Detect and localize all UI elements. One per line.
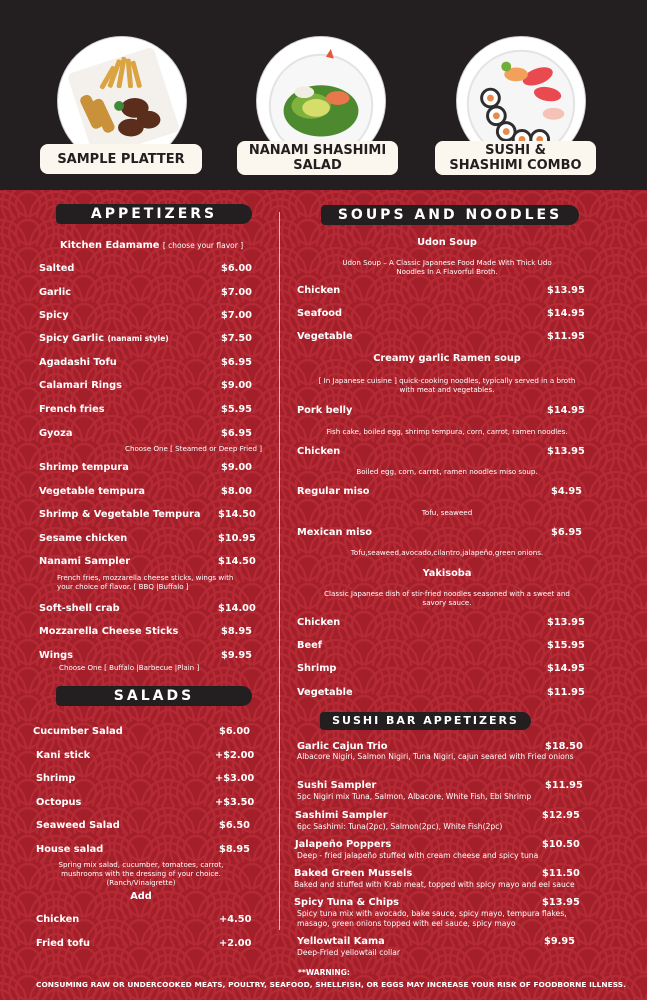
- menu-item-desc: Deep - fried jalapeño stuffed with cream cheese and spicy tuna: [297, 851, 539, 860]
- menu-item-price: $14.95: [547, 663, 585, 674]
- menu-item-price: $11.95: [547, 331, 585, 342]
- featured-dishes-banner: [0, 0, 647, 190]
- menu-item-name: Shrimp: [36, 773, 76, 784]
- menu-item-price: $11.95: [545, 780, 583, 791]
- menu-item-name: Nanami Sampler: [39, 556, 131, 567]
- menu-item-price: $6.95: [221, 428, 252, 439]
- menu-item-name: Chicken: [297, 285, 341, 296]
- warning-text: CONSUMING RAW OR UNDERCOOKED MEATS, POULTRY, SEAFOOD, SHELLFISH, OR EGGS MAY INCREASE YOUR RISK OF FOODBORNE ILLNESS.: [36, 980, 627, 989]
- menu-item-name: Salted: [39, 263, 75, 274]
- menu-item-price: +$3.50: [215, 797, 255, 808]
- menu-item-price: $10.50: [542, 839, 580, 850]
- add-on-price: +2.00: [219, 938, 252, 949]
- menu-item-name-main: Spicy Garlic: [39, 333, 105, 344]
- menu-item-name: Gyoza: [39, 428, 73, 439]
- menu-item-price: $9.95: [544, 936, 575, 947]
- featured-item-sample-platter: [40, 144, 202, 174]
- menu-item-price: $7.50: [221, 333, 252, 344]
- udon-heading: Udon Soup: [417, 237, 477, 248]
- menu-item-price: $7.00: [221, 287, 252, 298]
- menu-item-name: Shrimp & Vegetable Tempura: [39, 509, 201, 520]
- menu-item-price: $6.95: [551, 527, 582, 538]
- menu-item-name: Chicken: [297, 446, 341, 457]
- menu-item-name: Kani stick: [36, 750, 91, 761]
- udon-desc: Noodles In A Flavorful Broth.: [396, 267, 498, 276]
- menu-item-price: +$2.00: [215, 750, 255, 761]
- menu-item-desc: 5pc Nigiri mix Tuna, Salmon, Albacore, White Fish, Ebi Shrimp: [297, 792, 532, 801]
- menu-item-price: $13.95: [547, 446, 585, 457]
- menu-item-name: Agadashi Tofu: [39, 357, 117, 368]
- sushi-bar-header: SUSHI BAR APPETIZERS: [320, 712, 531, 730]
- warning-label: **WARNING:: [298, 968, 350, 977]
- menu-item-price: $8.95: [221, 626, 252, 637]
- menu-item-name: Octopus: [36, 797, 82, 808]
- menu-item-desc: Spring mix salad, cucumber, tomatoes, carrot,: [58, 860, 224, 869]
- menu-item-price: $6.50: [219, 820, 250, 831]
- menu-item-name: Chicken: [297, 617, 341, 628]
- menu-item-name: Wings: [39, 650, 73, 661]
- menu-item-desc: Tofu, seaweed: [421, 508, 473, 517]
- menu-item-price: $7.00: [221, 310, 252, 321]
- edamame-heading: [60, 240, 243, 252]
- menu-item-name: Yellowtail Kama: [297, 936, 385, 947]
- add-on-name: Fried tofu: [36, 938, 90, 949]
- add-on-price: +4.50: [219, 914, 252, 925]
- menu-item-price: $4.95: [551, 486, 582, 497]
- menu-item-name: [39, 333, 169, 345]
- add-on-name: Chicken: [36, 914, 80, 925]
- menu-item-desc: Fish cake, boiled egg, shrimp tempura, corn, carrot, ramen noodles.: [326, 427, 568, 436]
- menu-item-price: $8.00: [221, 486, 252, 497]
- add-ons-heading: Add: [130, 891, 152, 902]
- menu-item-price: $8.95: [219, 844, 250, 855]
- menu-item-price: $6.00: [221, 263, 252, 274]
- menu-item-price: $6.95: [221, 357, 252, 368]
- featured-name-line2: SHASHIMI COMBO: [449, 158, 582, 173]
- menu-item-price: $14.50: [218, 556, 256, 567]
- menu-item-name: French fries: [39, 404, 105, 415]
- menu-item-desc: (Ranch/Vinaigrette): [106, 878, 176, 887]
- menu-item-name: Mozzarella Cheese Sticks: [39, 626, 179, 637]
- salads-header: SALADS: [56, 686, 252, 706]
- menu-item-name: Vegetable tempura: [39, 486, 146, 497]
- menu-item-desc: masago, green onions topped with eel sauce, spicy mayo: [297, 919, 516, 928]
- menu-item-price: $12.95: [542, 810, 580, 821]
- menu-item-price: $9.00: [221, 380, 252, 391]
- menu-item-name: Sesame chicken: [39, 533, 128, 544]
- menu-item-name: Soft-shell crab: [39, 603, 120, 614]
- edamame-title: Kitchen Edamame: [60, 240, 160, 251]
- menu-item-name: Seafood: [297, 308, 343, 319]
- featured-name-line1: SUSHI &: [485, 143, 546, 158]
- menu-item-desc: your choice of flavor. [ BBQ |Buffalo ]: [57, 582, 189, 591]
- featured-name-line2: SALAD: [293, 158, 342, 173]
- menu-item-desc: Deep-Fried yellowtail collar: [297, 948, 401, 957]
- menu-item-price: $14.95: [547, 405, 585, 416]
- menu-item-price: $13.95: [547, 617, 585, 628]
- menu-item-desc: Albacore Nigiri, Salmon Nigiri, Tuna Nigiri, cajun seared with Fried onions: [297, 752, 574, 761]
- menu-item-name: Beef: [297, 640, 323, 651]
- column-divider: [279, 212, 280, 930]
- ramen-desc: with meat and vegetables.: [399, 385, 495, 394]
- menu-item-name: Vegetable: [297, 687, 353, 698]
- menu-item-price: $10.95: [218, 533, 256, 544]
- appetizers-header: APPETIZERS: [56, 204, 252, 224]
- menu-item-desc: Tofu,seaweed,avocado,cilantro,jalapeño,green onions.: [350, 548, 544, 557]
- menu-item-desc: Baked and stuffed with Krab meat, topped with spicy mayo and eel sauce: [294, 880, 575, 889]
- menu-item-desc: Spicy tuna mix with avocado, bake sauce, spicy mayo, tempura flakes,: [297, 909, 567, 918]
- menu-item-name: Shrimp: [297, 663, 337, 674]
- edamame-note: [ choose your flavor ]: [162, 241, 244, 250]
- featured-name: SAMPLE PLATTER: [57, 151, 185, 167]
- featured-item-nanami-salad: [237, 141, 398, 175]
- menu-item-desc: French fries, mozzarella cheese sticks, wings with: [57, 573, 234, 582]
- menu-item-name: Seaweed Salad: [36, 820, 120, 831]
- menu-item-name: Sushi Sampler: [297, 780, 377, 791]
- menu-item-price: $13.95: [547, 285, 585, 296]
- menu-item-name: Vegetable: [297, 331, 353, 342]
- menu-item-price: $6.00: [219, 726, 250, 737]
- menu-item-desc: Boiled egg, corn, carrot, ramen noodles miso soup.: [356, 467, 538, 476]
- menu-item-name: Baked Green Mussels: [294, 868, 413, 879]
- menu-item-name: Spicy Tuna & Chips: [294, 897, 399, 908]
- menu-item-price: $14.95: [547, 308, 585, 319]
- ramen-heading: Creamy garlic Ramen soup: [373, 353, 521, 364]
- menu-item-desc: Choose One [ Steamed or Deep Fried ]: [125, 444, 262, 453]
- menu-item-name: Garlic Cajun Trio: [297, 741, 388, 752]
- menu-item-price: $9.95: [221, 650, 252, 661]
- menu-item-name: House salad: [36, 844, 104, 855]
- ramen-desc: [ In Japanese cuisine ] quick-cooking noodles, typically served in a broth: [318, 376, 576, 385]
- menu-item-desc: 6pc Sashimi: Tuna(2pc), Salmon(2pc), White Fish(2pc): [297, 822, 503, 831]
- menu-item-name: Pork belly: [297, 405, 353, 416]
- menu-item-price: $15.95: [547, 640, 585, 651]
- menu-item-name: Calamari Rings: [39, 380, 122, 391]
- menu-item-price: $11.95: [547, 687, 585, 698]
- menu-item-name-suffix: (nanami style): [107, 334, 169, 343]
- menu-item-name: Garlic: [39, 287, 72, 298]
- menu-item-price: $9.00: [221, 462, 252, 473]
- yakisoba-heading: Yakisoba: [422, 568, 472, 579]
- soups-noodles-header: SOUPS AND NOODLES: [321, 205, 579, 225]
- featured-item-sushi-combo: [435, 141, 596, 175]
- menu-item-name: Cucumber Salad: [33, 726, 123, 737]
- menu-item-price: $5.95: [221, 404, 252, 415]
- yakisoba-desc: savory sauce.: [422, 598, 472, 607]
- menu-item-name: Sashimi Sampler: [295, 810, 388, 821]
- menu-item-price: $18.50: [545, 741, 583, 752]
- menu-item-name: Mexican miso: [297, 527, 373, 538]
- menu-item-desc: mushrooms with the dressing of your choice.: [61, 869, 221, 878]
- featured-name-line1: NANAMI SHASHIMI: [248, 143, 387, 158]
- menu-item-name: Jalapeño Poppers: [295, 839, 392, 850]
- udon-desc: Udon Soup – A Classic Japanese Food Made With Thick Udo: [342, 258, 552, 267]
- yakisoba-desc: Classic Japanese dish of stir-fried noodles seasoned with a sweet and: [324, 589, 570, 598]
- menu-item-price: $14.00: [218, 603, 256, 614]
- menu-item-price: +$3.00: [215, 773, 255, 784]
- menu-item-price: $14.50: [218, 509, 256, 520]
- menu-item-name: Spicy: [39, 310, 69, 321]
- menu-item-name: Shrimp tempura: [39, 462, 129, 473]
- menu-item-desc: Choose One [ Buffalo |Barbecue |Plain ]: [59, 663, 200, 672]
- menu-item-price: $13.95: [542, 897, 580, 908]
- menu-item-price: $11.50: [542, 868, 580, 879]
- menu-item-name: Regular miso: [297, 486, 370, 497]
